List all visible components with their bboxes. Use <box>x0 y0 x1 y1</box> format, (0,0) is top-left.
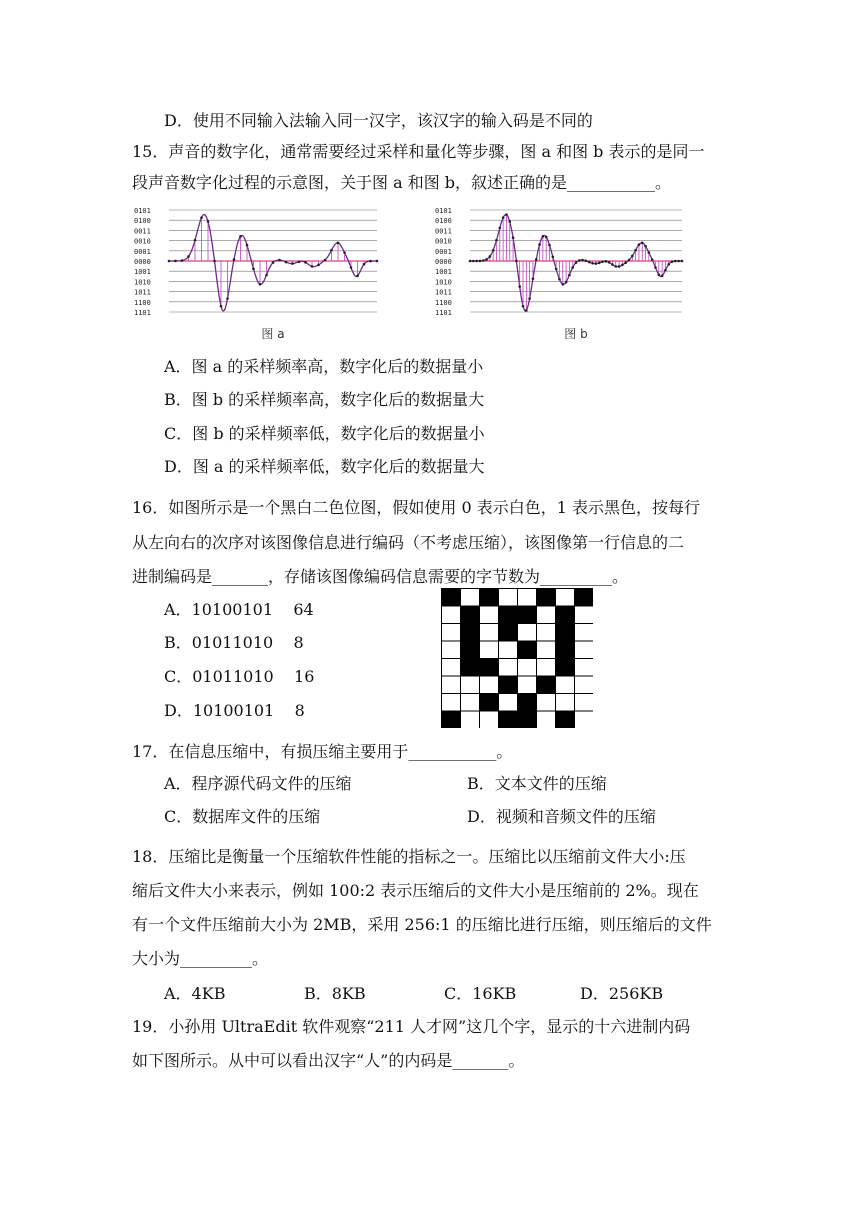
q17-option-c: C．数据库文件的压缩 <box>164 807 321 826</box>
sample-point <box>324 259 327 262</box>
bitmap-cell <box>575 659 594 677</box>
sample-point <box>311 265 314 268</box>
bitmap-cell <box>537 659 556 677</box>
q19-stem-line1: 19．小孙用 UltraEdit 软件观察“211 人才网”这几个字，显示的十六进制内码 <box>132 1017 691 1036</box>
bitmap-cell <box>499 659 518 677</box>
sample-point <box>532 277 535 280</box>
bitmap-cell <box>442 711 461 728</box>
bitmap-cell <box>518 711 537 728</box>
bitmap-cell <box>537 624 556 642</box>
sample-point <box>495 239 498 242</box>
bitmap-cell <box>556 711 575 728</box>
sample-point <box>369 260 372 263</box>
sample-point <box>598 262 601 265</box>
bitmap-cell <box>556 676 575 694</box>
q19-stem-line2: 如下图所示。从中可以看出汉字“人”的内码是_______。 <box>132 1051 525 1070</box>
bitmap-cell <box>537 589 556 607</box>
sample-point <box>634 249 637 252</box>
sample-point <box>605 260 608 263</box>
sample-point <box>174 260 177 263</box>
bitmap-cell <box>480 589 499 607</box>
sample-point <box>220 305 223 308</box>
sample-point <box>252 268 255 271</box>
sample-point <box>246 244 249 247</box>
sample-point <box>330 249 333 252</box>
sample-point <box>363 263 366 266</box>
bitmap-cell <box>461 589 480 607</box>
sample-point <box>638 243 641 246</box>
bitmap-grid <box>441 588 593 728</box>
sample-point <box>472 260 475 263</box>
bitmap-cell <box>461 694 480 712</box>
q15-option-b: B．图 b 的采样频率高，数字化后的数据量大 <box>164 390 485 409</box>
bitmap-cell <box>556 641 575 659</box>
bitmap-cell <box>518 659 537 677</box>
bitmap-cell <box>556 624 575 642</box>
q18-option-a: A．4KB <box>164 984 226 1003</box>
bitmap-cell <box>537 606 556 624</box>
bitmap-cell <box>575 694 594 712</box>
bitmap-cell <box>461 659 480 677</box>
y-tick-label: 1010 <box>134 278 151 287</box>
q17-option-d: D．视频和音频文件的压缩 <box>467 807 656 826</box>
sample-point <box>658 274 661 277</box>
sample-point <box>674 260 677 263</box>
bitmap-cell <box>461 624 480 642</box>
bitmap-cell <box>442 694 461 712</box>
sample-point <box>213 260 216 263</box>
bitmap-cell <box>461 676 480 694</box>
bitmap-cell <box>461 641 480 659</box>
sample-point <box>555 268 558 271</box>
sample-point <box>528 297 531 300</box>
sample-point <box>671 260 674 263</box>
y-tick-label: 0000 <box>134 258 151 266</box>
bitmap-cell <box>518 694 537 712</box>
q18-stem-line4: 大小为_________。 <box>132 949 269 968</box>
q16-stem-line2: 从左向右的次序对该图像信息进行编码（不考虑压缩），该图像第一行信息的二 <box>132 533 685 552</box>
bitmap-cell <box>442 606 461 624</box>
y-tick-label: 0001 <box>134 247 151 256</box>
sample-point <box>505 213 508 216</box>
bitmap-cell <box>480 676 499 694</box>
sample-point <box>226 297 229 300</box>
y-tick-label: 0000 <box>435 258 452 266</box>
sample-point <box>608 261 611 264</box>
bitmap-cell <box>575 624 594 642</box>
q15-option-c: C．图 b 的采样频率低，数字化后的数据量小 <box>164 424 485 443</box>
sample-point <box>337 242 340 245</box>
bitmap-cell <box>575 606 594 624</box>
sample-point <box>291 262 294 265</box>
q14-option-d: D．使用不同输入法输入同一汉字，该汉字的输入码是不同的 <box>164 111 593 130</box>
sample-point <box>651 258 654 261</box>
sample-point <box>187 255 190 258</box>
bitmap-cell <box>556 694 575 712</box>
sample-point <box>585 259 588 262</box>
bitmap-cell <box>575 676 594 694</box>
bitmap-cell <box>480 659 499 677</box>
bitmap-cell <box>518 676 537 694</box>
y-tick-label: 1100 <box>134 298 151 307</box>
y-tick-label: 1101 <box>435 309 452 317</box>
bitmap-cell <box>461 606 480 624</box>
bitmap-cell <box>480 711 499 728</box>
bitmap-cell <box>518 589 537 607</box>
sample-point <box>681 260 684 263</box>
bitmap-cell <box>518 624 537 642</box>
sample-point <box>515 260 518 263</box>
sample-point <box>628 259 631 262</box>
sample-point <box>581 259 584 262</box>
y-tick-label: 0001 <box>435 247 452 256</box>
sample-point <box>317 264 320 267</box>
sample-point <box>618 265 621 268</box>
bitmap-cell <box>442 659 461 677</box>
q16-option-c: C．01011010 16 <box>164 667 315 686</box>
sample-point <box>548 244 551 247</box>
sample-point <box>644 245 647 248</box>
sample-point <box>489 255 492 258</box>
sample-point <box>278 259 281 262</box>
sample-point <box>611 263 614 266</box>
sample-point <box>356 275 359 278</box>
bitmap-cell <box>556 589 575 607</box>
q16-option-d: D．10100101 8 <box>164 701 305 720</box>
bitmap-cell <box>499 589 518 607</box>
sample-point <box>535 258 538 261</box>
sample-point <box>631 255 634 258</box>
q15-stem-line1: 15．声音的数字化，通常需要经过采样和量化等步骤，图 a 和图 b 表示的是同一 <box>132 142 705 161</box>
q18-stem-line3: 有一个文件压缩前大小为 2MB，采用 256:1 的压缩比进行压缩，则压缩后的文件 <box>132 915 712 934</box>
y-tick-label: 0100 <box>134 217 151 226</box>
figure-caption: 图 b <box>564 327 588 341</box>
bitmap-cell <box>499 676 518 694</box>
bitmap-cell <box>442 676 461 694</box>
sample-point <box>512 236 515 239</box>
sample-point <box>677 260 680 263</box>
sample-point <box>233 258 236 261</box>
bitmap-cell <box>537 641 556 659</box>
bitmap-cell <box>537 711 556 728</box>
sample-point <box>350 266 353 269</box>
bitmap-cell <box>537 694 556 712</box>
bitmap-cell <box>461 711 480 728</box>
q16-option-b: B．01011010 8 <box>164 633 304 652</box>
q18-option-c: C．16KB <box>444 984 517 1003</box>
sample-point <box>181 259 184 262</box>
sample-point <box>502 216 505 219</box>
sample-point <box>595 262 598 265</box>
y-tick-label: 1001 <box>134 268 151 277</box>
y-tick-label: 0011 <box>435 227 452 236</box>
y-tick-label: 1010 <box>435 278 452 287</box>
sample-point <box>492 249 495 252</box>
y-tick-label: 1001 <box>435 268 452 277</box>
figure-a-waveform <box>131 200 383 346</box>
sample-point <box>194 239 197 242</box>
bitmap-cell <box>499 711 518 728</box>
sample-point <box>648 251 651 254</box>
sample-point <box>518 285 521 288</box>
sample-point <box>525 309 528 312</box>
bitmap-cell <box>442 641 461 659</box>
q17-option-a: A．程序源代码文件的压缩 <box>164 774 352 793</box>
q16-stem-line1: 16．如图所示是一个黑白二色位图，假如使用 0 表示白色，1 表示黑色，按每行 <box>132 498 700 517</box>
sample-point <box>376 260 379 263</box>
sample-point <box>475 260 478 263</box>
bitmap-cell <box>442 589 461 607</box>
sample-point <box>304 261 307 264</box>
y-tick-label: 0011 <box>134 227 151 236</box>
sample-point <box>621 264 624 267</box>
sample-point <box>667 263 670 266</box>
q18-stem-line2: 缩后文件大小来表示，例如 100:2 表示压缩后的文件大小是压缩前的 2%。现在 <box>132 881 699 900</box>
y-tick-label: 0101 <box>134 207 151 215</box>
sample-point <box>552 256 555 259</box>
sample-point <box>499 227 502 230</box>
y-tick-label: 1101 <box>134 309 151 317</box>
bitmap-cell <box>480 624 499 642</box>
bitmap-cell <box>556 606 575 624</box>
bitmap-cell <box>499 694 518 712</box>
sample-point <box>469 260 472 263</box>
sample-point <box>568 274 571 277</box>
sample-point <box>343 251 346 254</box>
sample-point <box>588 261 591 264</box>
sample-point <box>664 269 667 272</box>
sample-point <box>522 305 525 308</box>
bitmap-cell <box>480 694 499 712</box>
sample-point <box>575 261 578 264</box>
bitmap-cell <box>518 606 537 624</box>
bitmap-cell <box>575 589 594 607</box>
y-tick-label: 0010 <box>435 237 452 246</box>
sample-point <box>538 243 541 246</box>
sample-point <box>285 261 288 264</box>
sample-point <box>601 260 604 263</box>
sample-point <box>259 283 262 286</box>
sample-point <box>485 258 488 261</box>
bitmap-cell <box>537 676 556 694</box>
bitmap-cell <box>575 641 594 659</box>
sample-point <box>571 266 574 269</box>
q16-option-a: A．10100101 64 <box>164 600 314 619</box>
bitmap-cell <box>480 606 499 624</box>
q15-option-a: A．图 a 的采样频率高，数字化后的数据量小 <box>164 357 484 376</box>
sample-point <box>578 259 581 262</box>
bitmap-cell <box>518 641 537 659</box>
q17-stem: 17．在信息压缩中，有损压缩主要用于___________。 <box>132 742 513 761</box>
sample-point <box>239 235 242 238</box>
sample-point <box>661 275 664 278</box>
figure-b-waveform <box>432 200 688 346</box>
sample-point <box>482 259 485 262</box>
figure-caption: 图 a <box>261 327 285 341</box>
q17-option-b: B．文本文件的压缩 <box>467 774 607 793</box>
bitmap-cell <box>442 624 461 642</box>
bitmap-cell <box>499 624 518 642</box>
y-tick-label: 0100 <box>435 217 452 226</box>
q16-stem-line3: 进制编码是_______，存储该图像编码信息需要的字节数为_________。 <box>132 567 629 586</box>
q18-option-b: B．8KB <box>304 984 366 1003</box>
sample-point <box>207 220 210 223</box>
sample-point <box>168 260 171 263</box>
q18-stem-line1: 18．压缩比是衡量一个压缩软件性能的指标之一。压缩比以压缩前文件大小:压 <box>132 847 686 866</box>
q15-option-d: D．图 a 的采样频率低，数字化后的数据量大 <box>164 457 485 476</box>
sample-point <box>479 260 482 263</box>
bitmap-cell <box>556 659 575 677</box>
q18-option-d: D．256KB <box>580 984 664 1003</box>
sample-point <box>545 236 548 239</box>
sample-point <box>558 278 561 281</box>
sample-point <box>508 220 511 223</box>
sample-point <box>565 281 568 284</box>
y-tick-label: 1011 <box>435 288 452 297</box>
sample-point <box>641 242 644 245</box>
bitmap-cell <box>499 606 518 624</box>
sample-point <box>624 261 627 264</box>
sample-point <box>272 261 275 264</box>
sample-point <box>614 265 617 268</box>
sample-point <box>200 216 203 219</box>
q15-stem-line2: 段声音数字化过程的示意图，关于图 a 和图 b，叙述正确的是___________。 <box>132 173 672 192</box>
bitmap-cell <box>575 711 594 728</box>
y-tick-label: 0010 <box>134 237 151 246</box>
sample-point <box>542 235 545 238</box>
sample-point <box>654 266 657 269</box>
sample-point <box>561 283 564 286</box>
y-tick-label: 1100 <box>435 298 452 307</box>
y-tick-label: 0101 <box>435 207 452 215</box>
sample-point <box>265 274 268 277</box>
sample-point <box>298 260 301 263</box>
bitmap-cell <box>499 641 518 659</box>
bitmap-cell <box>480 641 499 659</box>
sample-point <box>591 262 594 265</box>
y-tick-label: 1011 <box>134 288 151 297</box>
